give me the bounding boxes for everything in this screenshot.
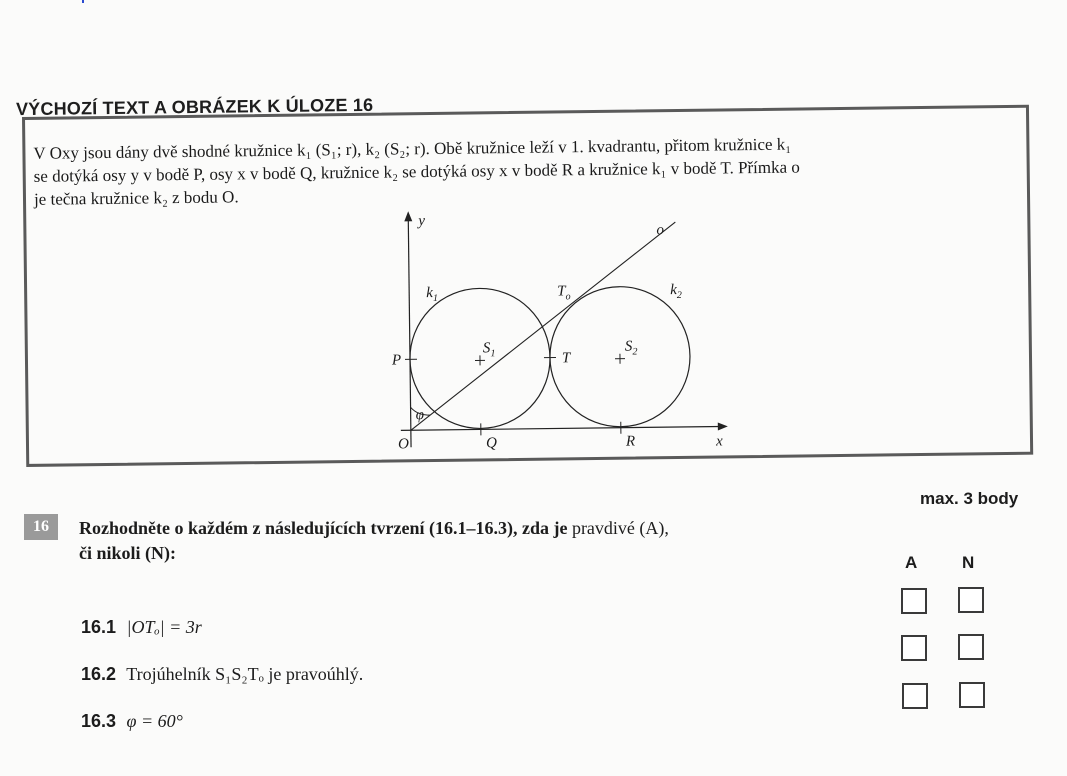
line-o <box>408 222 677 430</box>
label-k2: $k_2$ <box>670 282 682 302</box>
statement-16-2 <box>81 664 363 685</box>
statement-text: φ = 60° <box>126 711 183 731</box>
checkbox-16-2-a[interactable] <box>901 635 927 661</box>
label-Q: Q <box>485 435 497 452</box>
question-bold: Rozhodněte o každém z následujících tvrzení (16.1–16.3), zda je <box>79 518 568 538</box>
y-axis-arrow <box>404 211 412 221</box>
section-heading: VÝCHOZÍ TEXT A OBRÁZEK K ÚLOZE 16 <box>15 94 374 120</box>
label-y: y <box>418 213 426 230</box>
question-light: pravdivé (A), <box>571 518 669 538</box>
label-To: $T_o$ <box>557 283 571 303</box>
checkbox-16-3-n[interactable] <box>959 682 985 708</box>
statement-number: 16.2 <box>81 664 117 684</box>
intro-line-3: je tečna kružnice k₂ z bodu O. <box>33 187 239 209</box>
statement-text: |OTₒ| = 3r <box>126 617 202 637</box>
checkbox-16-1-a[interactable] <box>901 588 927 614</box>
scan-mark <box>82 0 84 3</box>
intro-line-1: V Oxy jsou dány dvě shodné kružnice k₁ (S₁; r), k₂ (S₂; r). Obě kružnice leží v 1. kvadrantu, přitom kružnice k₁ <box>33 134 792 163</box>
column-n-header: N <box>962 553 975 572</box>
label-phi: φ <box>415 407 425 424</box>
column-a-header: A <box>905 553 918 572</box>
max-points: max. 3 body <box>920 489 1019 508</box>
statement-16-1 <box>81 617 202 638</box>
diagram-svg <box>373 203 746 458</box>
task-question <box>79 516 859 566</box>
statement-number: 16.1 <box>81 617 117 637</box>
label-o: o <box>656 222 665 239</box>
question-line2: či nikoli (N): <box>79 543 176 563</box>
checkbox-16-3-a[interactable] <box>902 683 928 709</box>
label-R: R <box>625 433 636 450</box>
y-axis <box>408 217 411 447</box>
label-S2: $S_2$ <box>624 338 638 358</box>
checkbox-16-1-n[interactable] <box>958 587 984 613</box>
label-P: P <box>391 352 402 369</box>
checkbox-16-2-n[interactable] <box>958 634 984 660</box>
statement-16-3 <box>81 711 183 732</box>
label-O: O <box>397 436 409 453</box>
label-x: x <box>715 433 723 450</box>
geometry-diagram <box>373 203 746 463</box>
source-text-box <box>22 105 1033 467</box>
label-k1: $k_1$ <box>426 284 438 304</box>
statement-text: Trojúhelník S₁S₂Tₒ je pravoúhlý. <box>126 664 364 684</box>
label-T: T <box>561 350 571 367</box>
intro-line-2: se dotýká osy y v bodě P, osy x v bodě Q, kružnice k₂ se dotýká osy x v bodě R a kružnice k₁ v bodě T. Přímka o <box>33 157 800 186</box>
x-axis-arrow <box>718 422 728 430</box>
task-number-badge: 16 <box>24 514 58 540</box>
x-axis <box>401 426 721 430</box>
label-S1: $S_1$ <box>482 340 496 360</box>
statement-number: 16.3 <box>81 711 117 731</box>
intro-text <box>33 130 1024 211</box>
